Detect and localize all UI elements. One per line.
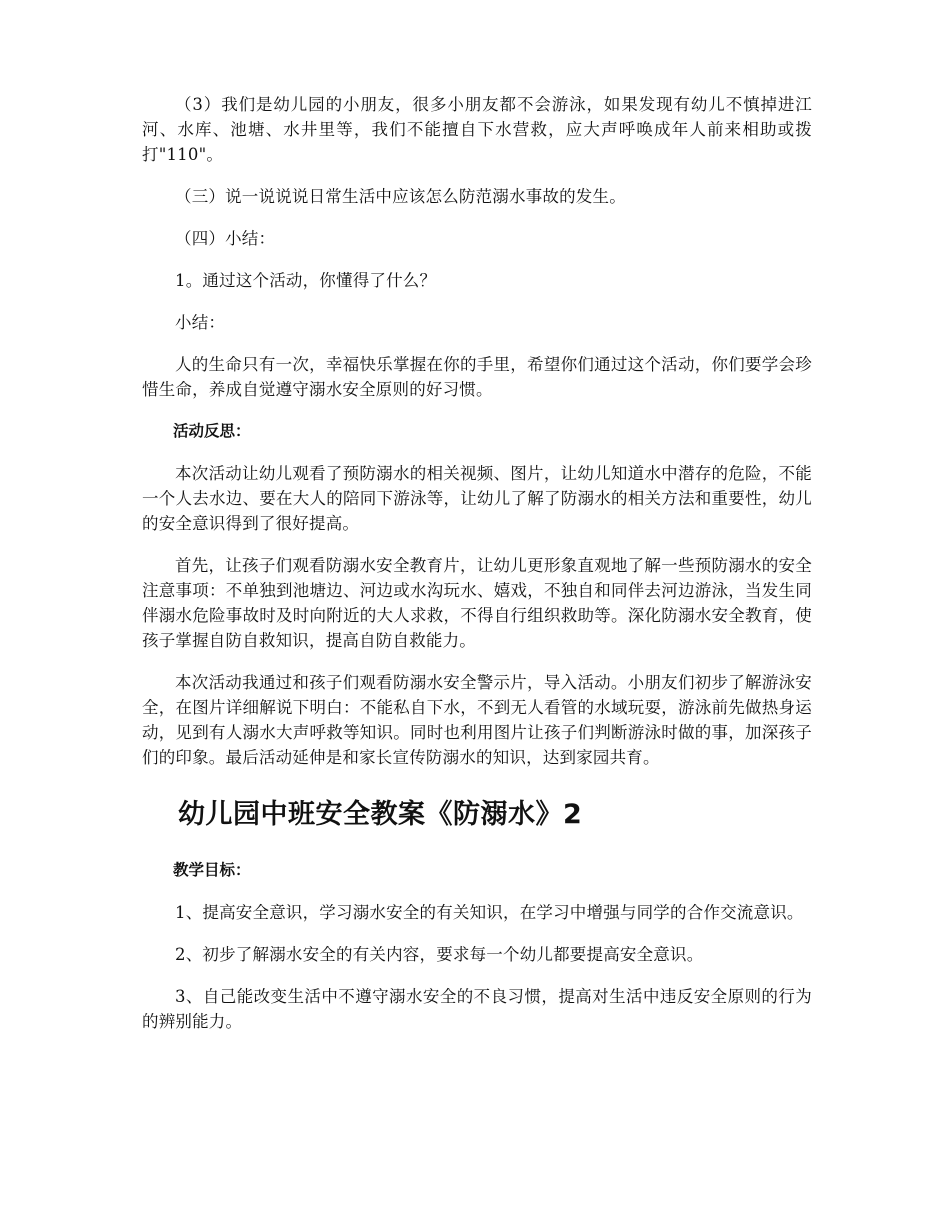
paragraph-goal-1: 1、提高安全意识，学习溺水安全的有关知识，在学习中增强与同学的合作交流意识。 [175,903,804,922]
label-reflection: 活动反思： [173,422,251,440]
paragraph-question: 1。通过这个活动，你懂得了什么？ [175,271,437,290]
paragraph-reflection-2: 首先，让孩子们观看防溺水安全教育片，让幼儿更形象直观地了解一些预防溺水的安全注意事项：不单独到池塘边、河边或水沟玩水、嬉戏，不独自和同伴去河边游泳，当发生同伴溺水危险事故时及时向附近的大人求救，不得自行组织救助等。深化防溺水安全教育，使孩子掌握自防自救知识，提高自防自救能力。 [142,556,812,650]
paragraph-reflection-3: 本次活动我通过和孩子们观看防溺水安全警示片，导入活动。小朋友们初步了解游泳安全，在图片详细解说下明白：不能私自下水，不到无人看管的水域玩耍，游泳前先做热身运动，见到有人溺水大声呼救等知识。同时也利用图片让孩子们判断游泳时做的事，加深孩子们的印象。最后活动延伸是和家长宣传防溺水的知识，达到家园共育。 [142,673,812,767]
label-teaching-goals: 教学目标： [173,861,251,879]
section-heading: 幼儿园中班安全教案《防溺水》2 [178,799,583,830]
paragraph-rescue-rule: （3）我们是幼儿园的小朋友，很多小朋友都不会游泳，如果发现有幼儿不慎掉进江河、水库、池塘、水井里等，我们不能擅自下水营救，应大声呼唤成年人前来相助或拨打"110"。 [142,95,812,164]
paragraph-summary-label: 小结： [175,313,226,332]
paragraph-section-four: （四）小结： [175,229,276,248]
paragraph-goal-2: 2、初步了解溺水安全的有关内容，要求每一个幼儿都要提高安全意识。 [175,945,704,964]
paragraph-goal-3: 3、自己能改变生活中不遵守溺水安全的不良习惯，提高对生活中违反安全原则的行为的辨别能力。 [142,987,812,1031]
paragraph-reflection-1: 本次活动让幼儿观看了预防溺水的相关视频、图片，让幼儿知道水中潜存的危险，不能一个人去水边、要在大人的陪同下游泳等，让幼儿了解了防溺水的相关方法和重要性，幼儿的安全意识得到了很好提高。 [142,464,812,533]
paragraph-summary: 人的生命只有一次，幸福快乐掌握在你的手里，希望你们通过这个活动，你们要学会珍惜生命，养成自觉遵守溺水安全原则的好习惯。 [142,355,812,399]
paragraph-section-three: （三）说一说说说日常生活中应该怎么防范溺水事故的发生。 [175,187,626,206]
document-page [142,92,812,1051]
